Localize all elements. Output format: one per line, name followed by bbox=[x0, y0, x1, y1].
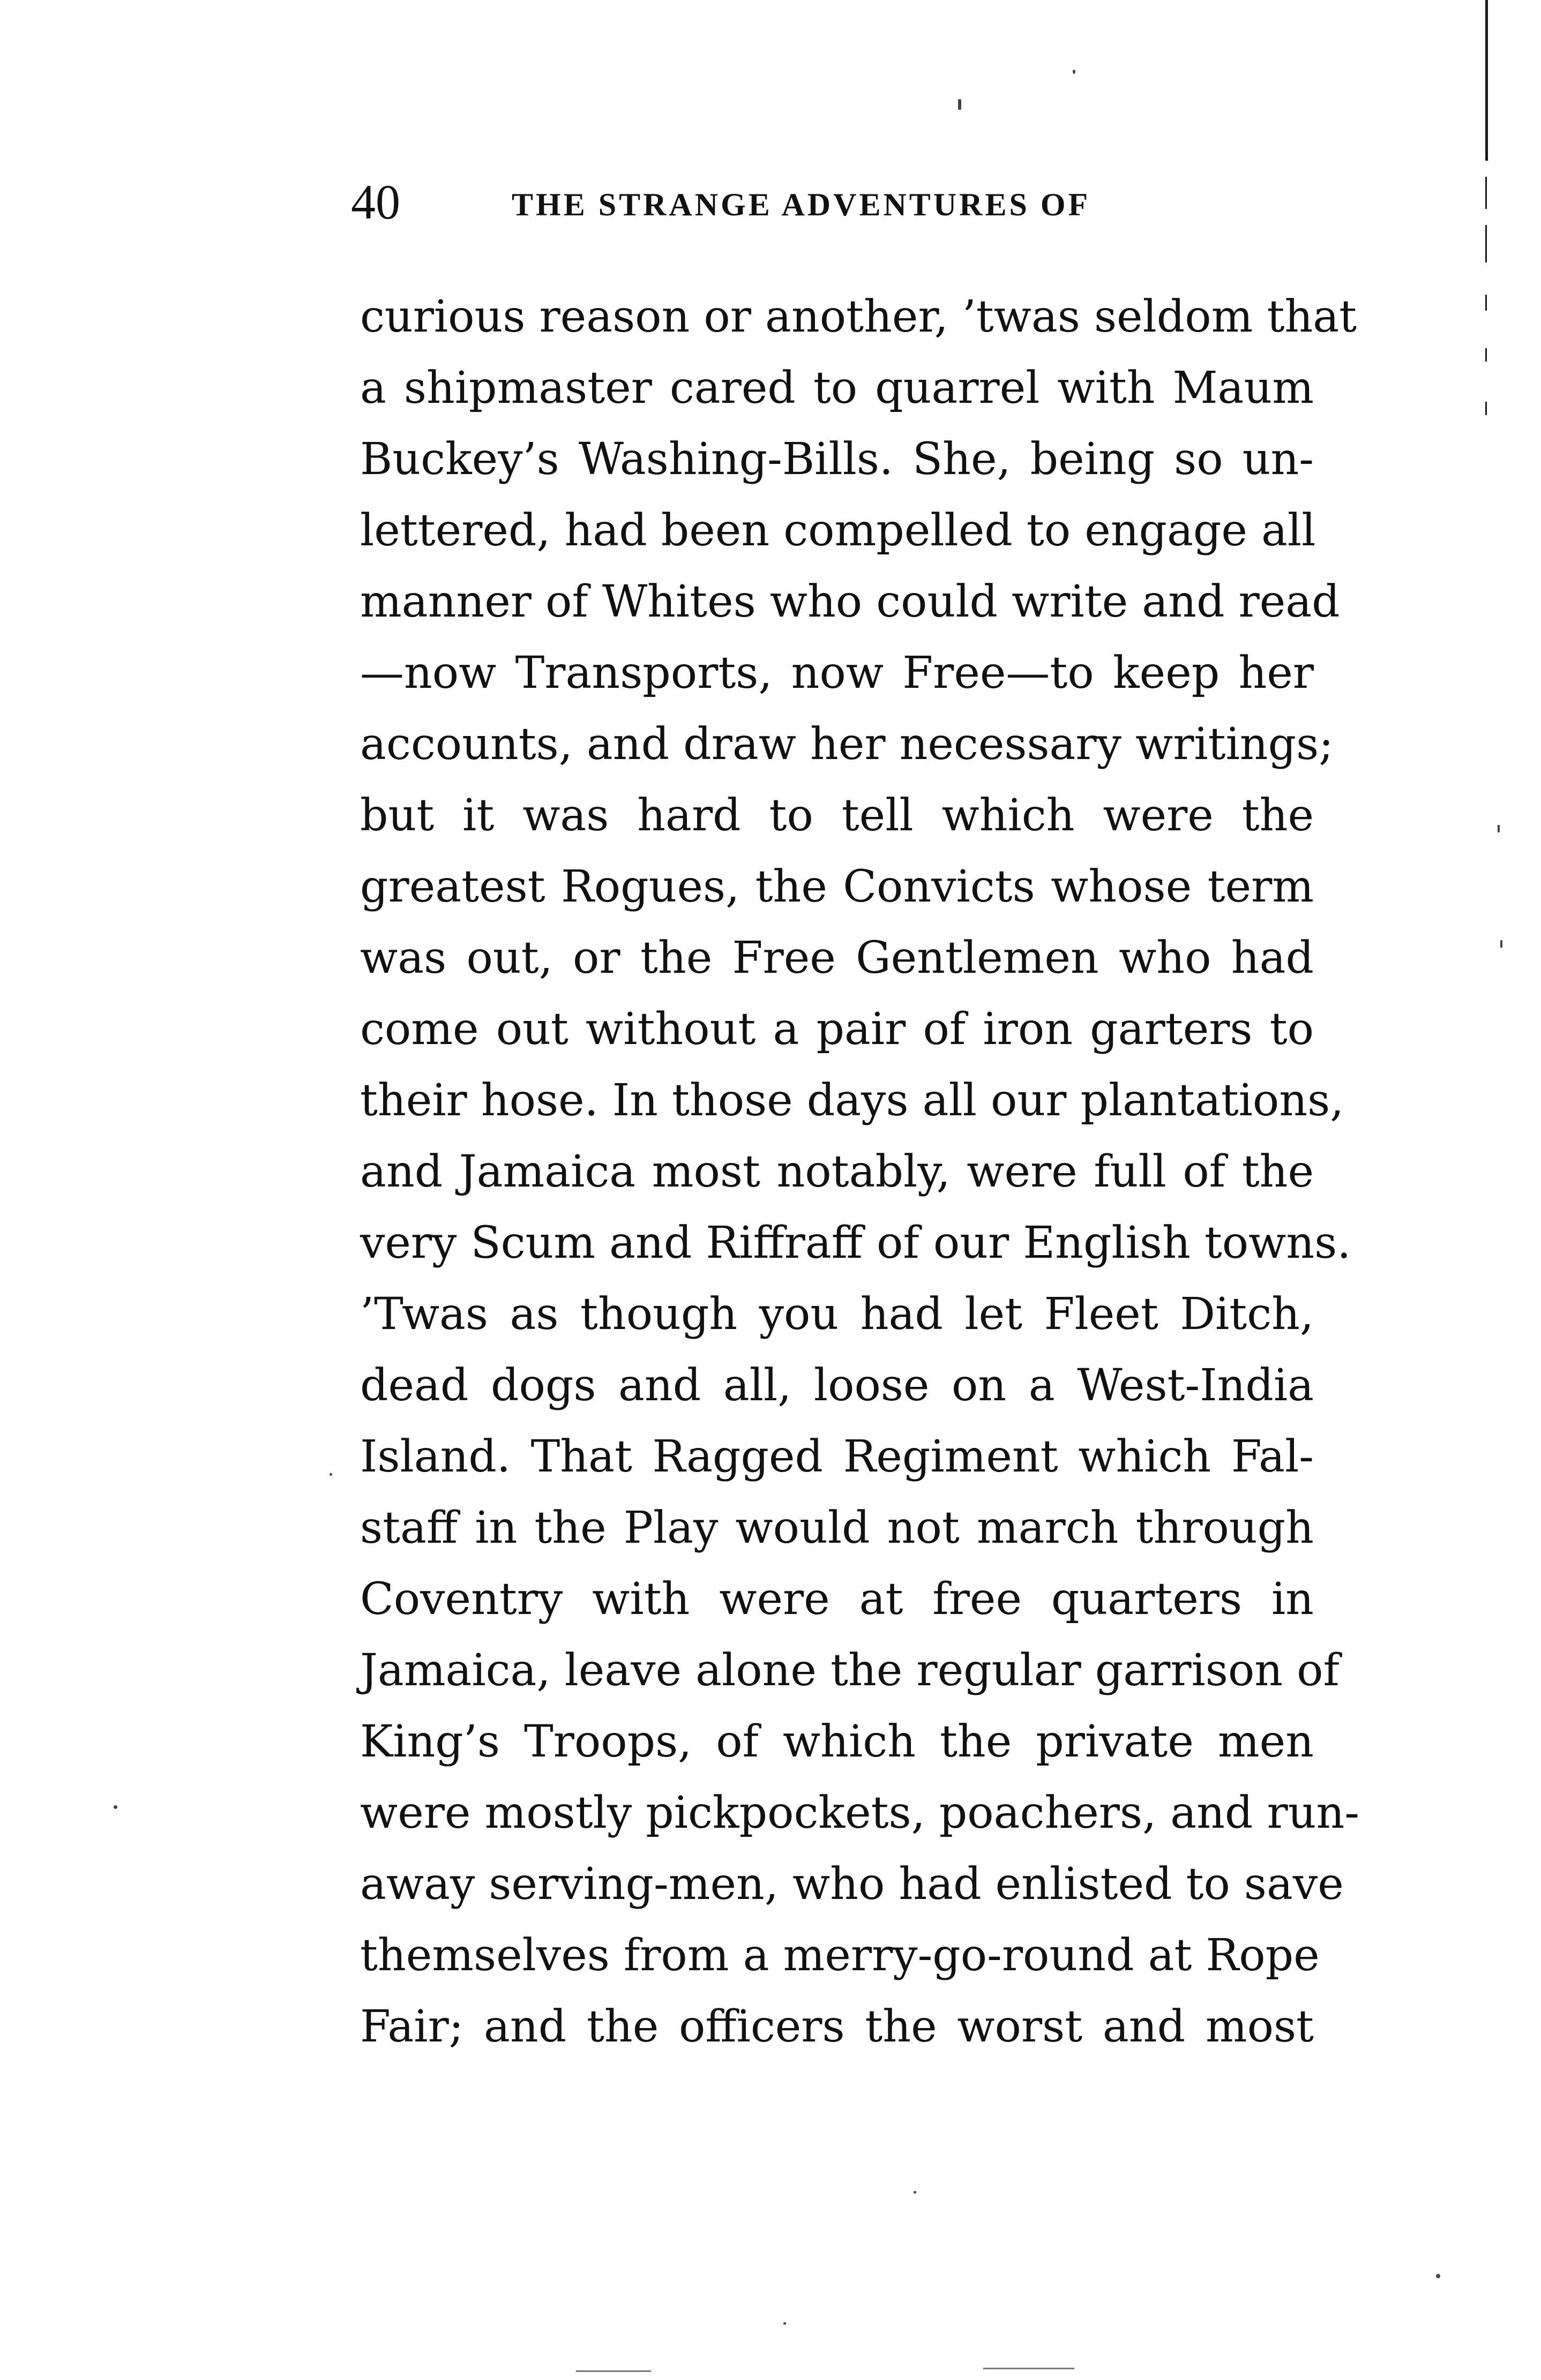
text-line: Coventry with were at free quarters in bbox=[360, 1574, 1314, 1625]
scan-gutter-line bbox=[1485, 0, 1488, 161]
text-line: staff in the Play would not march through bbox=[360, 1503, 1314, 1553]
text-line: a shipmaster cared to quarrel with Maum bbox=[360, 363, 1314, 414]
text-line: Buckey’s Washing-Bills. She, being so un- bbox=[360, 434, 1314, 485]
scan-speck bbox=[958, 99, 961, 110]
text-line: —now Transports, now Free—to keep her bbox=[360, 648, 1314, 699]
text-line: dead dogs and all, loose on a West-India bbox=[360, 1360, 1314, 1411]
text-line: ’Twas as though you had let Fleet Ditch, bbox=[360, 1289, 1314, 1340]
scan-gutter-line bbox=[1485, 295, 1487, 311]
scan-bottom-mark bbox=[576, 2370, 651, 2372]
text-line: King’s Troops, of which the private men bbox=[360, 1716, 1314, 1767]
text-line: were mostly pickpockets, poachers, and run- bbox=[360, 1788, 1359, 1838]
text-line: greatest Rogues, the Convicts whose term bbox=[360, 861, 1314, 912]
scan-speck bbox=[1436, 2274, 1440, 2278]
text-line: come out without a pair of iron garters to bbox=[360, 1004, 1314, 1055]
scan-speck bbox=[783, 2322, 786, 2325]
scan-gutter-line bbox=[1485, 348, 1487, 362]
text-line: lettered, had been compelled to engage all bbox=[360, 505, 1316, 556]
scan-speck bbox=[914, 2191, 916, 2194]
scan-speck bbox=[1500, 940, 1502, 948]
scan-speck bbox=[1073, 70, 1075, 74]
scan-speck bbox=[114, 1805, 117, 1809]
text-line: Island. That Ragged Regiment which Fal- bbox=[360, 1431, 1314, 1482]
scan-bottom-mark bbox=[983, 2368, 1074, 2369]
scan-speck bbox=[330, 1473, 332, 1476]
text-line: but it was hard to tell which were the bbox=[360, 790, 1314, 841]
text-line: accounts, and draw her necessary writings; bbox=[360, 719, 1334, 770]
scan-gutter-line bbox=[1485, 177, 1487, 209]
text-line: manner of Whites who could write and read bbox=[360, 576, 1340, 627]
text-line: themselves from a merry-go-round at Rope bbox=[360, 1930, 1320, 1981]
scan-gutter-line bbox=[1485, 402, 1487, 415]
text-line: Fair; and the officers the worst and most bbox=[360, 2001, 1314, 2052]
body-paragraph bbox=[360, 281, 1359, 2062]
text-line: away serving-men, who had enlisted to save bbox=[360, 1859, 1344, 1910]
text-line: Jamaica, leave alone the regular garrison of bbox=[360, 1645, 1340, 1696]
scan-speck bbox=[1498, 825, 1500, 832]
page-number: 40 bbox=[351, 175, 400, 229]
text-line: their hose. In those days all our plantations, bbox=[360, 1075, 1344, 1126]
text-line: and Jamaica most notably, were full of the bbox=[360, 1146, 1314, 1197]
scan-gutter-line bbox=[1485, 225, 1487, 262]
running-title: THE STRANGE ADVENTURES OF bbox=[512, 187, 1091, 222]
running-head bbox=[351, 172, 1315, 237]
text-line: was out, or the Free Gentlemen who had bbox=[360, 933, 1314, 983]
text-line: curious reason or another, ’twas seldom that bbox=[360, 291, 1357, 342]
text-line: very Scum and Riffraff of our English towns. bbox=[360, 1218, 1351, 1268]
